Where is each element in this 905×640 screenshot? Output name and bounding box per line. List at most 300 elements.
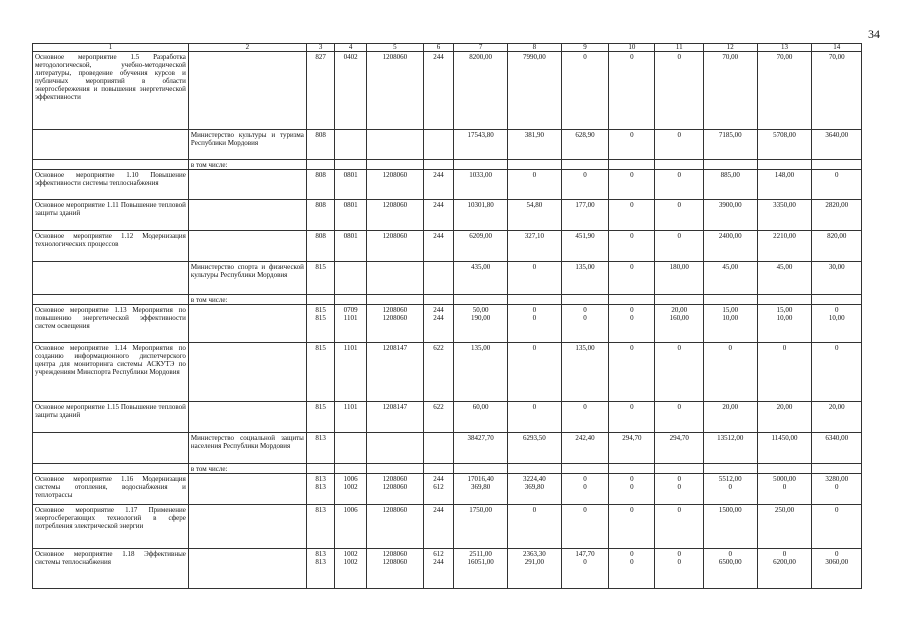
value-cell-col10 <box>609 505 655 549</box>
cell-value: 0 <box>583 314 587 322</box>
cell-value: 0 <box>532 306 537 314</box>
value-cell-col7 <box>454 343 508 402</box>
cell-value: 0 <box>782 483 787 491</box>
value-cell-col14 <box>812 305 862 343</box>
cell-value: 10,00 <box>722 314 739 322</box>
value-cell-col10 <box>609 160 655 170</box>
event-name-cell: Основное мероприятие 1.15 Повышение тепловой защиты зданий <box>33 402 189 433</box>
value-cell-col5 <box>366 295 423 305</box>
value-cell-col4 <box>335 433 367 464</box>
value-cell-col12 <box>703 505 757 549</box>
cell-value: 0 <box>630 403 634 411</box>
value-cell-col10 <box>609 52 655 130</box>
cell-value: 820,00 <box>827 232 847 240</box>
value-cell-col11 <box>655 130 703 160</box>
value-cell-col7 <box>454 231 508 262</box>
cell-value: 135,00 <box>471 344 491 352</box>
value-cell-col3 <box>306 52 334 130</box>
value-cell-col7 <box>454 464 508 474</box>
value-cell-col5 <box>366 200 423 231</box>
cell-value: 0 <box>677 558 681 566</box>
cell-value: 5512,00 <box>718 475 742 483</box>
cell-value: 2400,00 <box>718 232 742 240</box>
cell-value: 1002 <box>343 550 358 558</box>
value-cell-col12 <box>703 231 757 262</box>
value-cell-col4 <box>335 160 367 170</box>
cell-value: 1101 <box>343 344 358 352</box>
value-cell-col7 <box>454 262 508 295</box>
cell-value: 6200,00 <box>773 558 796 566</box>
value-cell-col3 <box>306 130 334 160</box>
value-cell-col9 <box>561 52 608 130</box>
cell-value: 1208060 <box>382 475 408 483</box>
cell-value: 808 <box>315 131 326 139</box>
value-cell-col9 <box>561 231 608 262</box>
responsible-cell <box>188 343 306 402</box>
value-cell-col6 <box>423 464 454 474</box>
cell-value: 813 <box>315 475 326 483</box>
event-name-cell: Основное мероприятие 1.16 Модернизация системы отопления, водоснабжения и теплотрассы <box>33 474 189 505</box>
cell-value: 0 <box>532 263 537 271</box>
value-cell-col10 <box>609 200 655 231</box>
cell-value: 17543,80 <box>467 131 494 139</box>
value-cell-col14 <box>812 160 862 170</box>
value-cell-col8 <box>508 231 562 262</box>
event-name-cell <box>33 262 189 295</box>
cell-value: 3280,00 <box>825 475 849 483</box>
cell-value: 0 <box>728 344 733 352</box>
value-cell-col13 <box>757 402 812 433</box>
cell-value: 0 <box>677 201 681 209</box>
value-cell-col6 <box>423 160 454 170</box>
value-cell-col8 <box>508 52 562 130</box>
cell-value: 381,90 <box>524 131 545 139</box>
cell-value: 0 <box>782 344 787 352</box>
value-cell-col11 <box>655 474 703 505</box>
cell-value: 0 <box>782 550 787 558</box>
cell-value: 1208060 <box>382 306 408 314</box>
cell-value: 0 <box>834 344 839 352</box>
cell-value: 177,00 <box>575 201 595 209</box>
cell-value: 8200,00 <box>469 53 493 61</box>
cell-value: 242,40 <box>575 434 595 442</box>
value-cell-col12 <box>703 160 757 170</box>
cell-value: 1208060 <box>382 550 408 558</box>
column-header-12: 12 <box>703 44 757 52</box>
cell-value: 369,80 <box>471 483 491 491</box>
cell-value: 0 <box>677 550 681 558</box>
event-name-cell: Основное мероприятие 1.14 Мероприятия по созданию информационного диспетчерского центра для мониторинга системы АСКУТЭ по учреждениям Минспорта Республики Мордовия <box>33 343 189 402</box>
cell-value: 1006 <box>343 475 358 483</box>
cell-value: 1033,00 <box>469 171 493 179</box>
value-cell-col11 <box>655 160 703 170</box>
cell-value: 291,00 <box>524 558 545 566</box>
cell-value: 0 <box>677 506 681 514</box>
column-header-11: 11 <box>655 44 703 52</box>
cell-value: 0 <box>532 171 537 179</box>
value-cell-col8 <box>508 343 562 402</box>
value-cell-col12 <box>703 402 757 433</box>
cell-value: 148,00 <box>774 171 795 179</box>
value-cell-col11 <box>655 262 703 295</box>
responsible-cell <box>188 231 306 262</box>
event-row <box>33 549 862 589</box>
event-row <box>33 505 862 549</box>
value-cell-col10 <box>609 295 655 305</box>
cell-value: 3350,00 <box>773 201 796 209</box>
cell-value: 0 <box>583 558 587 566</box>
value-cell-col10 <box>609 262 655 295</box>
value-cell-col9 <box>561 549 608 589</box>
cell-value: 0 <box>532 506 537 514</box>
value-cell-col9 <box>561 464 608 474</box>
column-header-9: 9 <box>561 44 608 52</box>
cell-value: 3640,00 <box>825 131 849 139</box>
value-cell-col6 <box>423 231 454 262</box>
value-cell-col3 <box>306 231 334 262</box>
value-cell-col5 <box>366 433 423 464</box>
event-row <box>33 170 862 200</box>
value-cell-col7 <box>454 130 508 160</box>
header-row <box>33 44 862 52</box>
cell-value: 5000,00 <box>773 475 796 483</box>
cell-value: 244 <box>433 171 444 179</box>
cell-value: 0 <box>834 171 839 179</box>
cell-value: 808 <box>315 201 326 209</box>
cell-value: 0 <box>677 53 681 61</box>
value-cell-col4 <box>335 549 367 589</box>
value-cell-col3 <box>306 305 334 343</box>
value-cell-col5 <box>366 52 423 130</box>
event-name-cell <box>33 433 189 464</box>
value-cell-col14 <box>812 464 862 474</box>
value-cell-col6 <box>423 549 454 589</box>
cell-value: 0801 <box>343 171 358 179</box>
cell-value: 0 <box>677 131 681 139</box>
value-cell-col12 <box>703 170 757 200</box>
cell-value: 30,00 <box>828 263 845 271</box>
cell-value: 6340,00 <box>825 434 849 442</box>
cell-value: 0 <box>677 475 681 483</box>
cell-value: 0 <box>630 483 634 491</box>
cell-value: 0 <box>583 506 587 514</box>
value-cell-col8 <box>508 464 562 474</box>
cell-value: 628,90 <box>575 131 595 139</box>
value-cell-col14 <box>812 549 862 589</box>
value-cell-col6 <box>423 402 454 433</box>
column-header-14: 14 <box>812 44 862 52</box>
cell-value: 180,00 <box>669 263 689 271</box>
value-cell-col9 <box>561 402 608 433</box>
value-cell-col5 <box>366 160 423 170</box>
cell-value: 0709 <box>343 306 358 314</box>
value-cell-col7 <box>454 200 508 231</box>
value-cell-col13 <box>757 343 812 402</box>
value-cell-col6 <box>423 474 454 505</box>
cell-value: 0 <box>532 403 537 411</box>
cell-value: 0 <box>834 550 839 558</box>
cell-value: 3900,00 <box>718 201 742 209</box>
cell-value: 0 <box>630 171 634 179</box>
cell-value: 0 <box>630 306 634 314</box>
value-cell-col14 <box>812 505 862 549</box>
event-row <box>33 200 862 231</box>
cell-value: 244 <box>433 558 444 566</box>
value-cell-col9 <box>561 130 608 160</box>
value-cell-col14 <box>812 402 862 433</box>
cell-value: 13512,00 <box>717 434 744 442</box>
value-cell-col4 <box>335 295 367 305</box>
subheader-row <box>33 295 862 305</box>
value-cell-col12 <box>703 343 757 402</box>
cell-value: 244 <box>433 506 444 514</box>
event-row <box>33 402 862 433</box>
cell-value: 622 <box>433 403 444 411</box>
cell-value: 244 <box>433 201 444 209</box>
ministry-row <box>33 262 862 295</box>
value-cell-col10 <box>609 170 655 200</box>
value-cell-col3 <box>306 549 334 589</box>
value-cell-col6 <box>423 170 454 200</box>
value-cell-col7 <box>454 549 508 589</box>
cell-value: 0 <box>630 53 634 61</box>
cell-value: 0801 <box>343 232 358 240</box>
cell-value: 5708,00 <box>773 131 796 139</box>
event-name-cell: Основное мероприятие 1.5 Разработка методологической, учебно-методической литературы, проведение обучения курсов и публичных мероприятий в области энергосбережения и повышения энергетической эффективности <box>33 52 189 130</box>
value-cell-col12 <box>703 52 757 130</box>
column-header-3: 3 <box>306 44 334 52</box>
cell-value: 0 <box>630 263 634 271</box>
event-name-cell: Основное мероприятие 1.13 Мероприятия по повышению энергетической эффективности систем освещения <box>33 305 189 343</box>
cell-value: 6209,00 <box>469 232 493 240</box>
cell-value: 0 <box>630 558 634 566</box>
cell-value: 294,70 <box>622 434 642 442</box>
value-cell-col8 <box>508 433 562 464</box>
value-cell-col4 <box>335 505 367 549</box>
cell-value: 369,80 <box>524 483 545 491</box>
responsible-cell: Министерство спорта и физической культуры Республики Мордовия <box>188 262 306 295</box>
column-header-4: 4 <box>335 44 367 52</box>
cell-value: 190,00 <box>471 314 491 322</box>
responsible-cell <box>188 549 306 589</box>
cell-value: 0 <box>630 201 634 209</box>
value-cell-col13 <box>757 200 812 231</box>
cell-value: 2210,00 <box>773 232 796 240</box>
cell-value: 244 <box>433 232 444 240</box>
value-cell-col10 <box>609 343 655 402</box>
value-cell-col13 <box>757 433 812 464</box>
value-cell-col10 <box>609 130 655 160</box>
value-cell-col11 <box>655 505 703 549</box>
ministry-row <box>33 130 862 160</box>
value-cell-col7 <box>454 474 508 505</box>
cell-value: 15,00 <box>722 306 739 314</box>
responsible-cell: Министерство культуры и туризма Республики Мордовия <box>188 130 306 160</box>
cell-value: 815 <box>315 403 326 411</box>
value-cell-col13 <box>757 474 812 505</box>
value-cell-col3 <box>306 200 334 231</box>
value-cell-col13 <box>757 305 812 343</box>
cell-value: 135,00 <box>575 263 595 271</box>
value-cell-col13 <box>757 262 812 295</box>
value-cell-col9 <box>561 170 608 200</box>
value-cell-col4 <box>335 130 367 160</box>
value-cell-col14 <box>812 200 862 231</box>
cell-value: 70,00 <box>776 53 793 61</box>
cell-value: 813 <box>315 558 326 566</box>
value-cell-col11 <box>655 52 703 130</box>
cell-value: 135,00 <box>575 344 595 352</box>
value-cell-col14 <box>812 130 862 160</box>
cell-value: 70,00 <box>828 53 845 61</box>
value-cell-col5 <box>366 130 423 160</box>
responsible-cell <box>188 170 306 200</box>
cell-value: 60,00 <box>472 403 489 411</box>
column-header-10: 10 <box>609 44 655 52</box>
cell-value: 50,00 <box>472 306 489 314</box>
cell-value: 0 <box>583 403 587 411</box>
value-cell-col8 <box>508 505 562 549</box>
subheader-row <box>33 464 862 474</box>
cell-value: 0 <box>532 344 537 352</box>
cell-value: 250,00 <box>774 506 795 514</box>
value-cell-col13 <box>757 505 812 549</box>
value-cell-col8 <box>508 549 562 589</box>
column-header-1: 1 <box>33 44 189 52</box>
cell-value: 3224,40 <box>523 475 546 483</box>
value-cell-col7 <box>454 433 508 464</box>
value-cell-col9 <box>561 262 608 295</box>
ministry-row <box>33 433 862 464</box>
value-cell-col3 <box>306 170 334 200</box>
event-row <box>33 474 862 505</box>
event-name-cell: Основное мероприятие 1.10 Повышение эффективности системы теплоснабжения <box>33 170 189 200</box>
value-cell-col6 <box>423 343 454 402</box>
value-cell-col6 <box>423 52 454 130</box>
cell-value: 0 <box>583 475 587 483</box>
cell-value: 0 <box>630 314 634 322</box>
value-cell-col14 <box>812 52 862 130</box>
cell-value: 15,00 <box>776 306 793 314</box>
value-cell-col6 <box>423 295 454 305</box>
value-cell-col8 <box>508 295 562 305</box>
cell-value: 17016,40 <box>467 475 494 483</box>
event-name-cell: Основное мероприятие 1.12 Модернизация технологических процессов <box>33 231 189 262</box>
responsible-cell: в том числе: <box>188 295 306 305</box>
value-cell-col8 <box>508 200 562 231</box>
value-cell-col8 <box>508 160 562 170</box>
value-cell-col14 <box>812 433 862 464</box>
value-cell-col8 <box>508 130 562 160</box>
value-cell-col4 <box>335 464 367 474</box>
cell-value: 612 <box>433 550 444 558</box>
cell-value: 1208060 <box>382 506 408 514</box>
value-cell-col7 <box>454 505 508 549</box>
event-name-cell <box>33 464 189 474</box>
value-cell-col10 <box>609 474 655 505</box>
subheader-row <box>33 160 862 170</box>
value-cell-col9 <box>561 295 608 305</box>
cell-value: 0 <box>728 550 733 558</box>
value-cell-col13 <box>757 549 812 589</box>
cell-value: 10301,80 <box>467 201 494 209</box>
cell-value: 160,00 <box>669 314 689 322</box>
cell-value: 7185,00 <box>718 131 742 139</box>
value-cell-col14 <box>812 343 862 402</box>
event-name-cell: Основное мероприятие 1.18 Эффективные системы теплоснабжения <box>33 549 189 589</box>
value-cell-col5 <box>366 474 423 505</box>
cell-value: 808 <box>315 232 326 240</box>
cell-value: 7990,00 <box>523 53 546 61</box>
cell-value: 45,00 <box>776 263 793 271</box>
event-name-cell <box>33 160 189 170</box>
value-cell-col11 <box>655 549 703 589</box>
cell-value: 70,00 <box>722 53 739 61</box>
cell-value: 11450,00 <box>771 434 798 442</box>
value-cell-col4 <box>335 474 367 505</box>
cell-value: 327,10 <box>524 232 545 240</box>
event-name-cell: Основное мероприятие 1.17 Применение энергосберегающих технологий в сфере потребления электрической энергии <box>33 505 189 549</box>
responsible-cell <box>188 52 306 130</box>
cell-value: 1208060 <box>382 232 408 240</box>
cell-value: 1208060 <box>382 483 408 491</box>
budget-table <box>32 43 862 589</box>
cell-value: 0 <box>630 131 634 139</box>
value-cell-col12 <box>703 474 757 505</box>
value-cell-col11 <box>655 200 703 231</box>
cell-value: 0 <box>834 306 839 314</box>
value-cell-col3 <box>306 295 334 305</box>
event-name-cell <box>33 130 189 160</box>
cell-value: 813 <box>315 506 326 514</box>
value-cell-col7 <box>454 295 508 305</box>
column-header-5: 5 <box>366 44 423 52</box>
value-cell-col3 <box>306 262 334 295</box>
cell-value: 0 <box>677 171 681 179</box>
cell-value: 0 <box>677 232 681 240</box>
value-cell-col9 <box>561 505 608 549</box>
cell-value: 20,00 <box>722 403 739 411</box>
cell-value: 244 <box>433 314 444 322</box>
cell-value: 1208060 <box>382 314 408 322</box>
value-cell-col6 <box>423 130 454 160</box>
cell-value: 0 <box>630 475 634 483</box>
value-cell-col4 <box>335 231 367 262</box>
cell-value: 813 <box>315 550 326 558</box>
cell-value: 244 <box>433 53 444 61</box>
value-cell-col5 <box>366 505 423 549</box>
cell-value: 1208147 <box>382 403 408 411</box>
value-cell-col3 <box>306 343 334 402</box>
event-row <box>33 231 862 262</box>
value-cell-col6 <box>423 305 454 343</box>
value-cell-col5 <box>366 231 423 262</box>
cell-value: 0402 <box>343 53 358 61</box>
value-cell-col5 <box>366 170 423 200</box>
cell-value: 451,90 <box>575 232 595 240</box>
event-row <box>33 343 862 402</box>
cell-value: 0 <box>583 306 587 314</box>
cell-value: 3060,00 <box>825 558 849 566</box>
cell-value: 2511,00 <box>469 550 492 558</box>
value-cell-col9 <box>561 200 608 231</box>
cell-value: 0 <box>677 403 681 411</box>
value-cell-col9 <box>561 160 608 170</box>
cell-value: 885,00 <box>720 171 740 179</box>
cell-value: 1208060 <box>382 201 408 209</box>
value-cell-col3 <box>306 464 334 474</box>
value-cell-col13 <box>757 52 812 130</box>
